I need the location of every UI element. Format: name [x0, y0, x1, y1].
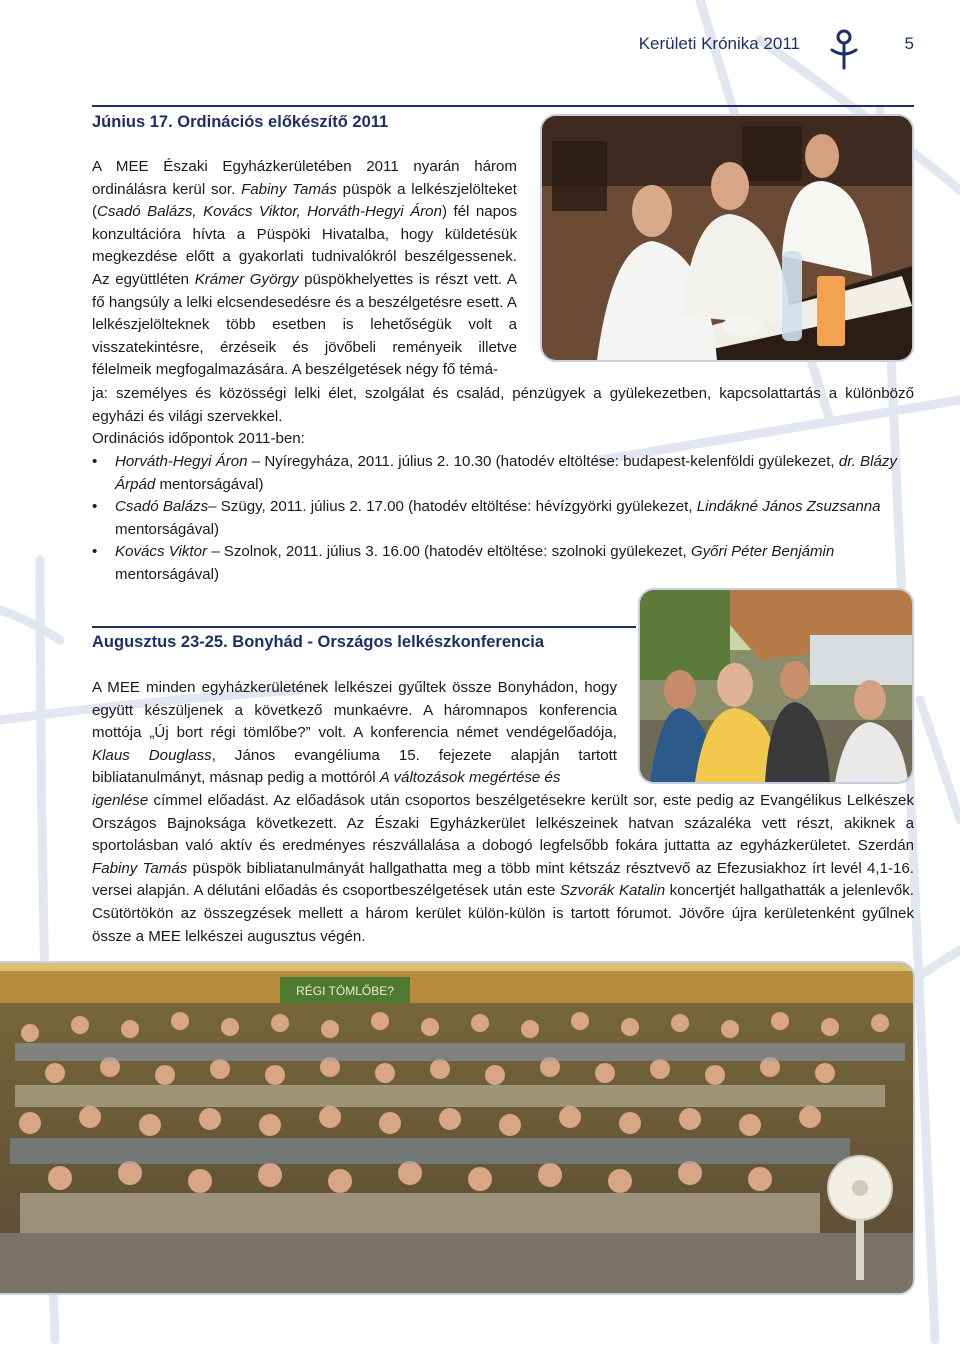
- candidate-name: Horváth-Hegyi Áron: [115, 453, 248, 470]
- section-rule: [92, 105, 914, 107]
- photo-meeting: [542, 116, 912, 360]
- lecture-title: A változások megértése és: [379, 769, 561, 787]
- text-run: – Nyíregyháza, 2011. július 2. 10.30 (hatodév eltöltése: budapest-kelenföldi gyülekezet,: [247, 453, 839, 470]
- section-heading: Augusztus 23-25. Bonyhád - Országos lelkészkonferencia: [92, 633, 545, 651]
- text-run: püspökhelyettes is részt vett. A fő hangsúly a lelki elcsendesedésre és a beszélgetésre esett. A lelkészjelölteknek több esetben is lehetőségük volt a visszatekintésre, érzéseik és jövőbeli reményeik illetve félelmeik megfogalmazására. A beszélgetések négy fő témá-: [92, 270, 517, 379]
- text-run: A MEE minden egyházkerületének lelkészei gyűltek össze Bonyhádon, hogy együtt készüljenek a következő munkaévre. A háromnapos konferencia mottója „Új bort régi tömlőbe?” volt. A konferencia német vendégelőadója,: [92, 679, 617, 742]
- text-run: mentorságával): [155, 475, 264, 493]
- text-run: ) fél napos konzultációra hívta a Püspöki Hivatalba, hogy küldetésük megkezdése előtt a gyakorlati tudnivalókról beszélgessenek. Az együttléten: [92, 203, 517, 288]
- person-name: Fabiny Tamás: [92, 859, 188, 877]
- text-run: mentorságával): [115, 520, 220, 538]
- candidate-name: Csadó Balázs: [115, 498, 209, 516]
- text-run: címmel előadást. Az előadások után csoportos beszélgetésekre került sor, este pedig az Evangélikus Lelkészek Országos Bajnoksága következett. Az Északi Egyházkerület lelkészeinek hatvan százaléka vett részt, akiknek a sportolásban való aktív és eredményes részvállalása a dobogó legfelsőbb fokára juttatta az egyházkerületet. Szerdán: [92, 792, 914, 855]
- text-run: püspök a lelkészjelölteket (: [92, 180, 517, 221]
- text-run: – Szügy, 2011. július 2. 17.00 (hatodév eltöltése: hévízgyörki gyülekezet,: [208, 498, 697, 516]
- text-run: koncertjét hallgathatták a jelenlevők. Csütörtökön az összegzések mellett a három kerület külön-külön is tartott fórumot. Jövőre újra kerületenként gyűlnek össze a MEE lelkészei augusztus végén.: [92, 882, 914, 945]
- text-run: – Szolnok, 2011. július 3. 16.00 (hatodév eltöltése: szolnoki gyülekezet,: [207, 543, 691, 561]
- photo-group-large: [0, 963, 913, 1293]
- header-title: Kerületi Krónika 2011: [638, 34, 800, 53]
- banner-text: RÉGI TÖMLŐBE?: [296, 984, 394, 998]
- section-rule: [92, 626, 636, 628]
- list-item: [92, 451, 914, 496]
- person-name: Krámer György: [194, 270, 299, 288]
- paragraph-conference-body: [92, 790, 914, 948]
- running-header: [600, 34, 920, 58]
- text-run: püspök bibliatanulmányát hallgathatta meg a több mint kétszáz résztvevő az Efezusiakhoz írt levél 4,1-16. versei alapján. A délutáni előadás és csoportbeszélgetések után este: [92, 859, 914, 900]
- section-heading: Június 17. Ordinációs előkészítő 2011: [92, 113, 389, 131]
- lecture-title: igenlése: [92, 792, 149, 809]
- text-run: , János evangéliuma 15. fejezete alapján tartott bibliatanulmányt, másnap pedig a mottóról: [92, 746, 617, 787]
- page-number: 5: [904, 34, 914, 53]
- paragraph-ordination-topics: ja: személyes és közösségi lelki élet, szolgálat és család, pénzügyek a gyülekezetben, kapcsolattartás a különböző egyházi és világi szervekkel.: [92, 385, 914, 425]
- mentor-name: Győri Péter Benjámin: [690, 543, 835, 561]
- mentor-name: dr. Blázy Árpád: [115, 453, 897, 493]
- cross-anchor-icon: [822, 28, 866, 72]
- person-name: Klaus Douglass: [92, 746, 212, 764]
- mentor-name: Lindákné János Zsuzsanna: [696, 498, 881, 516]
- person-name: Szvorák Katalin: [559, 882, 666, 900]
- candidate-name: Kovács Viktor: [115, 543, 207, 561]
- list-item: [92, 541, 914, 586]
- person-name: Fabiny Tamás: [241, 180, 337, 198]
- text-run: mentorságával): [115, 565, 220, 583]
- paragraph-conference-intro: [92, 677, 617, 790]
- text-run: A MEE Északi Egyházkerületében 2011 nyarán három ordinálásra kerül sor.: [92, 158, 517, 198]
- photo-conference-group: [640, 590, 912, 782]
- list-item: [92, 496, 914, 541]
- dates-intro: Ordinációs időpontok 2011-ben:: [92, 430, 305, 447]
- candidate-names: Csadó Balázs, Kovács Viktor, Horváth-Hegyi Áron: [97, 203, 442, 221]
- paragraph-ordination-intro: [92, 156, 517, 382]
- ordination-dates-list: [92, 451, 914, 587]
